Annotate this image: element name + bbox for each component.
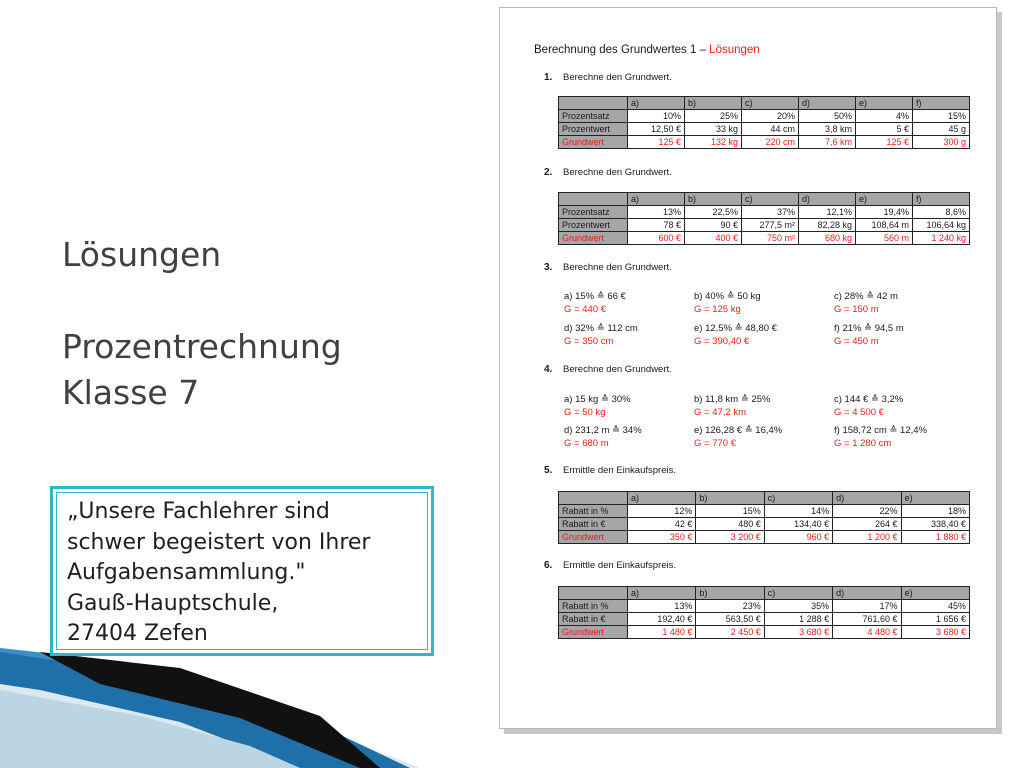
table-cell: 3 200 € [696, 531, 764, 544]
table-cell: 1 240 kg [913, 232, 970, 245]
table-header-cell: d) [833, 587, 901, 600]
table-row [559, 600, 970, 613]
quote-location: 27404 Zefen [67, 621, 208, 646]
table-cell: 400 € [685, 232, 742, 245]
row-label: Grundwert [559, 136, 628, 149]
table-header-cell: a) [628, 587, 696, 600]
title-line-1: Lösungen [62, 235, 222, 274]
table-cell: 3 680 € [764, 626, 832, 639]
table-header-row [559, 492, 970, 505]
table-cell: 125 € [628, 136, 685, 149]
table-cell: 480 € [696, 518, 764, 531]
question: f) 158,72 cm ≙ 12,4% [834, 425, 927, 436]
table-cell: 350 € [628, 531, 696, 544]
task-3-item-c [834, 290, 898, 316]
table-cell: 338,40 € [901, 518, 969, 531]
row-label: Grundwert [559, 626, 628, 639]
table-cell: 277,5 m² [742, 219, 799, 232]
table-row [559, 626, 970, 639]
table-cell: 90 € [685, 219, 742, 232]
table-header-cell: a) [628, 97, 685, 110]
task-4-item-a [564, 393, 631, 419]
answer: G = 450 m [834, 336, 879, 347]
task-4-heading [544, 364, 672, 375]
task-number: 2. [544, 167, 553, 178]
table-header-cell: d) [799, 193, 856, 206]
table-cell: 12% [628, 505, 696, 518]
task-4-item-b [694, 393, 770, 419]
answer: G = 150 m [834, 304, 879, 315]
title-spacer [62, 278, 342, 324]
task-instruction: Berechne den Grundwert. [563, 364, 672, 375]
table-header-cell [559, 587, 628, 600]
row-label: Prozentwert [559, 123, 628, 136]
table-cell: 300 g [913, 136, 970, 149]
answer: G = 47,2 km [694, 407, 747, 418]
table-cell: 78 € [628, 219, 685, 232]
table-header-cell [559, 193, 628, 206]
title-line-3: Klasse 7 [62, 373, 200, 412]
table-cell: 4% [856, 110, 913, 123]
table-cell: 45% [901, 600, 969, 613]
table-cell: 600 € [628, 232, 685, 245]
table-header-cell: c) [764, 492, 832, 505]
row-label: Prozentsatz [559, 110, 628, 123]
quote-line: schwer begeistert von Ihrer [67, 529, 371, 555]
answer: G = 125 kg [694, 304, 741, 315]
answer: G = 1 280 cm [834, 438, 892, 449]
table-cell: 12,50 € [628, 123, 685, 136]
question: e) 12,5% ≙ 48,80 € [694, 323, 777, 334]
table-cell: 3,8 km [799, 123, 856, 136]
task-instruction: Ermittle den Einkaufspreis. [563, 560, 676, 571]
table-header-cell [559, 97, 628, 110]
answer: G = 350 cm [564, 336, 614, 347]
task-3-item-b [694, 290, 761, 316]
table-cell: 15% [913, 110, 970, 123]
row-label: Grundwert [559, 232, 628, 245]
question: a) 15 kg ≙ 30% [564, 394, 631, 405]
answer: G = 50 kg [564, 407, 606, 418]
table-cell: 8,6% [913, 206, 970, 219]
table-row [559, 613, 970, 626]
table-cell: 33 kg [685, 123, 742, 136]
table-header-cell: a) [628, 193, 685, 206]
table-header-cell: c) [742, 97, 799, 110]
testimonial-box [50, 486, 434, 656]
table-cell: 3 680 € [901, 626, 969, 639]
table-cell: 264 € [833, 518, 901, 531]
table-cell: 50% [799, 110, 856, 123]
task-number: 1. [544, 72, 553, 83]
quote-line: Aufgabensammlung." [67, 560, 306, 585]
table-cell: 560 m [856, 232, 913, 245]
table-cell: 14% [764, 505, 832, 518]
table-row [559, 206, 970, 219]
task-3-heading [544, 262, 672, 273]
task-4-item-f [834, 424, 927, 450]
table-cell: 220 cm [742, 136, 799, 149]
row-label: Prozentwert [559, 219, 628, 232]
row-label: Grundwert [559, 531, 628, 544]
answer: G = 4 500 € [834, 407, 884, 418]
table-cell: 44 cm [742, 123, 799, 136]
row-label: Prozentsatz [559, 206, 628, 219]
table-cell: 132 kg [685, 136, 742, 149]
table-header-cell: c) [764, 587, 832, 600]
table-cell: 18% [901, 505, 969, 518]
task-3-item-e [694, 322, 777, 348]
task-instruction: Ermittle den Einkaufspreis. [563, 465, 676, 476]
table-cell: 22% [833, 505, 901, 518]
table-header-cell: f) [913, 97, 970, 110]
question: d) 32% ≙ 112 cm [564, 323, 638, 334]
task-2-table [558, 192, 970, 245]
table-cell: 37% [742, 206, 799, 219]
task-number: 6. [544, 560, 553, 571]
worksheet-title [534, 44, 760, 56]
table-cell: 1 200 € [833, 531, 901, 544]
answer: G = 680 m [564, 438, 609, 449]
row-label: Rabatt in % [559, 505, 628, 518]
table-header-cell: c) [742, 193, 799, 206]
table-cell: 4 480 € [833, 626, 901, 639]
table-cell: 17% [833, 600, 901, 613]
table-header-cell: a) [628, 492, 696, 505]
task-number: 5. [544, 465, 553, 476]
table-row [559, 123, 970, 136]
table-cell: 7,6 km [799, 136, 856, 149]
title-line-2: Prozentrechnung [62, 327, 342, 366]
question: b) 40% ≙ 50 kg [694, 291, 761, 302]
table-row [559, 531, 970, 544]
row-label: Rabatt in % [559, 600, 628, 613]
table-cell: 1 880 € [901, 531, 969, 544]
task-instruction: Berechne den Grundwert. [563, 167, 672, 178]
task-5-table [558, 491, 970, 544]
table-cell: 19,4% [856, 206, 913, 219]
table-cell: 1 480 € [628, 626, 696, 639]
question: b) 11,8 km ≙ 25% [694, 394, 771, 405]
task-4-item-c [834, 393, 903, 419]
table-header-cell: f) [913, 193, 970, 206]
table-row [559, 232, 970, 245]
table-cell: 42 € [628, 518, 696, 531]
answer: G = 390,40 € [694, 336, 750, 347]
table-cell: 108,64 m [856, 219, 913, 232]
question: e) 126,28 € ≙ 16,4% [694, 425, 783, 436]
table-cell: 1 656 € [901, 613, 969, 626]
table-header-cell: b) [685, 193, 742, 206]
table-row [559, 136, 970, 149]
task-1-table [558, 96, 970, 149]
question: d) 231,2 m ≙ 34% [564, 425, 642, 436]
task-3-item-a [564, 290, 626, 316]
table-row [559, 110, 970, 123]
table-cell: 82,28 kg [799, 219, 856, 232]
answer: G = 770 € [694, 438, 736, 449]
quote-line: „Unsere Fachlehrer sind [67, 499, 330, 524]
table-header-cell: b) [685, 97, 742, 110]
table-row [559, 219, 970, 232]
table-cell: 125 € [856, 136, 913, 149]
table-cell: 25% [685, 110, 742, 123]
row-label: Rabatt in € [559, 518, 628, 531]
table-header-row [559, 193, 970, 206]
table-cell: 23% [696, 600, 764, 613]
table-row [559, 505, 970, 518]
table-header-cell: b) [696, 587, 764, 600]
table-cell: 192,40 € [628, 613, 696, 626]
worksheet-title-main: Berechnung des Grundwertes 1 – [534, 44, 710, 56]
table-cell: 134,40 € [764, 518, 832, 531]
table-cell: 13% [628, 600, 696, 613]
task-number: 3. [544, 262, 553, 273]
task-number: 4. [544, 364, 553, 375]
table-cell: 22,5% [685, 206, 742, 219]
task-4-item-e [694, 424, 782, 450]
worksheet-document [499, 7, 997, 729]
table-header-cell: e) [901, 492, 969, 505]
table-cell: 35% [764, 600, 832, 613]
task-6-heading [544, 560, 676, 571]
task-5-heading [544, 465, 676, 476]
task-6-table [558, 586, 970, 639]
table-header-cell: e) [856, 193, 913, 206]
table-cell: 680 kg [799, 232, 856, 245]
task-3-item-f [834, 322, 904, 348]
table-cell: 2 450 € [696, 626, 764, 639]
table-header-cell: d) [799, 97, 856, 110]
testimonial-text [56, 492, 428, 650]
table-header-cell: d) [833, 492, 901, 505]
table-header-row [559, 97, 970, 110]
table-cell: 45 g [913, 123, 970, 136]
table-cell: 20% [742, 110, 799, 123]
table-header-cell: e) [901, 587, 969, 600]
table-header-cell: b) [696, 492, 764, 505]
table-cell: 106,64 kg [913, 219, 970, 232]
table-header-cell: e) [856, 97, 913, 110]
question: c) 144 € ≙ 3,2% [834, 394, 904, 405]
task-instruction: Berechne den Grundwert. [563, 262, 672, 273]
task-3-item-d [564, 322, 638, 348]
worksheet-title-accent: Lösungen [709, 44, 760, 56]
table-cell: 563,50 € [696, 613, 764, 626]
task-4-item-d [564, 424, 642, 450]
table-cell: 5 € [856, 123, 913, 136]
question: c) 28% ≙ 42 m [834, 291, 898, 302]
task-2-heading [544, 167, 672, 178]
row-label: Rabatt in € [559, 613, 628, 626]
answer: G = 440 € [564, 304, 606, 315]
table-cell: 1 288 € [764, 613, 832, 626]
table-cell: 761,60 € [833, 613, 901, 626]
question: f) 21% ≙ 94,5 m [834, 323, 904, 334]
table-cell: 12,1% [799, 206, 856, 219]
table-cell: 15% [696, 505, 764, 518]
table-cell: 10% [628, 110, 685, 123]
task-instruction: Berechne den Grundwert. [563, 72, 672, 83]
table-row [559, 518, 970, 531]
table-cell: 750 m² [742, 232, 799, 245]
quote-source: Gauß-Hauptschule, [67, 590, 279, 616]
question: a) 15% ≙ 66 € [564, 291, 626, 302]
table-header-row [559, 587, 970, 600]
task-1-heading [544, 72, 672, 83]
table-header-cell [559, 492, 628, 505]
table-cell: 13% [628, 206, 685, 219]
slide-title [62, 232, 342, 416]
table-cell: 960 € [764, 531, 832, 544]
